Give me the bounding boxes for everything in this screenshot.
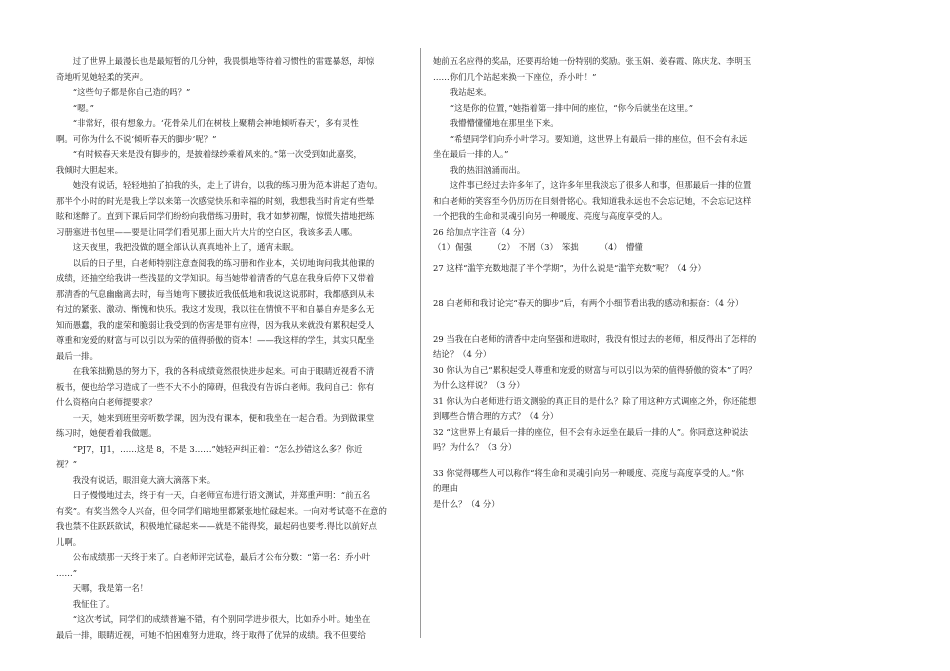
paragraph-line: 最后一排，眼睛近视，可她不怕困难努力进取，终于取得了优异的成绩。我不但要给 xyxy=(56,629,366,640)
paragraph-line: 有奖”。有奖当然令人兴奋，但令同学们暗地里都紧张地忙碌起来。一向对考试毫不在意的 xyxy=(56,505,387,516)
paragraph-line: “嗯。” xyxy=(72,102,94,113)
paragraph-line: 一天，她来到班里旁听数学课，因为没有课本，便和我坐在一起合看。为到做课堂 xyxy=(72,412,375,423)
paragraph-line: ……” xyxy=(56,567,78,578)
paragraph-line: 我站起来。 xyxy=(449,87,492,97)
paragraph-line: 她前五名应得的奖品，还要再给她一份特别的奖励。张玉娟、姜春霞、陈庆龙、李明玉 xyxy=(433,56,752,66)
paragraph-line: 什么资格向白老师提要求？ xyxy=(56,397,157,407)
paragraph-line: 奇地听见她轻柔的笑声。 xyxy=(56,71,149,82)
paragraph-line: 成绩，还抽空给我讲一些浅显的文学知识。每当她带着清香的气息在我身后停下又带着 xyxy=(56,273,375,283)
question-33-cont: 是什么？（4 分） xyxy=(433,498,500,509)
paragraph-line: 过了世界上最漫长也是最短暂的几分钟，我畏惧地等待着习惯性的雷霆暴怒，却惊 xyxy=(72,56,375,66)
question-30: 30 你认为自己“累积起受人尊重和宠爱的财富与可以引以为荣的值得骄傲的资本”了吗？ xyxy=(433,364,757,375)
paragraph-line: “这是你的位置，”她指着第一排中间的座位，“你今后就坐在这里。” xyxy=(449,102,694,113)
paragraph-line: 这件事已经过去许多年了，这许多年里我淡忘了很多人和事，但那最后一排的位置 xyxy=(449,180,752,190)
answer-space xyxy=(433,456,788,466)
left-column xyxy=(56,54,411,643)
paragraph-line: “PJ7，IJ1，……这是 8，不是 3……”她轻声纠正着：“怎么抄错这么多？你近 xyxy=(72,443,363,454)
question-29: 29 当我在白老师的清香中走向坚强和进取时，我没有恨过去的老师，相反得出了怎样的 xyxy=(433,333,757,344)
paragraph-line: 公布成绩那一天终于来了。白老师评完试卷，最后才公布分数：“第一名：乔小叶 xyxy=(72,552,371,562)
paragraph-line: 啊。可你为什么不说‘倾听春天的脚步’呢？” xyxy=(56,133,217,144)
paragraph-line: “非常好，很有想象力。‘花骨朵儿们在树枝上聚精会神地倾听春天’，多有灵性 xyxy=(72,118,359,128)
paragraph-line: 最后一排。 xyxy=(56,350,98,361)
paragraph-line: “这次考试，同学们的成绩普遍不错，有个别同学进步很大，比如乔小叶。她坐在 xyxy=(72,614,371,624)
paragraph-line: 尊重和宠爱的财富与可以引以为荣的值得骄傲的资本！——我这样的学生，其实只配坐 xyxy=(56,335,375,345)
paragraph-line: 这天夜里，我把没做的题全部认认真真地补上了，通宵未眠。 xyxy=(72,242,299,252)
paragraph-line: “这些句子都是你自己造的吗？” xyxy=(72,87,191,97)
question-31-cont: 到哪些合情合理的方式？（4 分） xyxy=(433,411,559,421)
paragraph-line: 那半个小时的时光是我上学以来第一次感觉快乐和幸福的时刻，我想我当时肯定有些晕 xyxy=(56,195,375,206)
paragraph-line: 习册塞进书包里——要是让同学们看见那上面大片大片的空白区，我该多丢人哪。 xyxy=(56,226,358,237)
question-32: 32 “这世界上有最后一排的座位，但不会有永远坐在最后一排的人”。你同意这种说法 xyxy=(433,426,749,437)
paragraph-line: 知而愚蠢，我的虚荣和脆弱让我受到的伤害是罪有应得，因为我从来就没有累积起受人 xyxy=(56,319,375,330)
paragraph-line: 以后的日子里，白老师特别注意查阅我的练习册和作业本，关切地询问我其他课的 xyxy=(72,257,375,268)
paragraph-line: 儿啊。 xyxy=(56,536,82,547)
paragraph-line: 一个把我的生命和灵魂引向另一种暖度、亮度与高度享受的人。 xyxy=(433,211,668,221)
paragraph-line: 和白老师的笑容至今仍历历在目刻骨铭心。我知道我永远也不会忘记她，不会忘记这样 xyxy=(433,195,752,206)
paragraph-line: 我懵懵懂懂地在那里坐下来。 xyxy=(449,118,559,128)
paragraph-line: “希望同学们向乔小叶学习。要知道，这世界上有最后一排的座位，但不会有永远 xyxy=(449,133,748,144)
question-32-cont: 吗？为什么？（3 分） xyxy=(433,442,517,452)
paragraph-line: 我怔住了。 xyxy=(72,598,115,609)
paragraph-line: 板书，便也给学习造成了一些不大不小的障碍，但我没有告诉白老师。我问自己：你有 xyxy=(56,381,375,392)
column-divider xyxy=(420,48,421,638)
question-30-cont: 为什么这样说？（3 分） xyxy=(433,380,525,390)
paragraph-line: 眩和迷醉了。直到下课后同学们纷纷向我借练习册时，我才如梦初醒，惊慌失措地把练 xyxy=(56,211,375,221)
paragraph-line: 天哪，我是第一名！ xyxy=(72,583,149,593)
paragraph-line: 练习时，她便看着我做题。 xyxy=(56,428,157,438)
question-31: 31 你认为白老师进行语文测验的真正目的是什么？除了用这种方式调座之外，你还能想 xyxy=(433,395,757,406)
paragraph-line: 她没有说话，轻轻地拍了拍我的头，走上了讲台，以我的练习册为范本讲起了造句。 xyxy=(72,180,383,190)
paragraph-line: 我的热泪汹涌而出。 xyxy=(449,164,526,175)
question-33: 33 你觉得哪些人可以称作“将生命和灵魂引向另一种暖度、亮度与高度享受的人。”你 xyxy=(433,467,744,478)
paragraph-line: ……你们几个站起来换一下座位，乔小叶！” xyxy=(433,71,597,82)
right-column xyxy=(433,54,788,512)
paragraph-line: 那清香的气息幽幽离去时，每当她弯下腰拔近我低低地和我说这说那时，我都感到从未 xyxy=(56,288,375,299)
paragraph-line: 视？” xyxy=(56,459,78,469)
paragraph-line: 我没有说话，眼泪竟大滴大滴落下来。 xyxy=(72,474,216,485)
paragraph-line: “有时候春天来是没有脚步的，是披着绿纱乘着风来的。”第一次受到如此嘉奖， xyxy=(72,149,362,159)
question-26: 26 给加点字注音（4 分） xyxy=(433,226,530,237)
answer-space xyxy=(433,322,788,332)
paragraph-line: 我也禁不住跃跃欲试，积极地忙碌起来——就是不能得奖，最起码也要考.得比以前好点 xyxy=(56,521,377,531)
answer-space xyxy=(433,312,788,322)
paragraph-line: 在我笨拙勤恳的努力下，我的各科成绩竟然很快进步起来。可由于眼睛近视看不清 xyxy=(72,366,375,376)
paragraph-line: 日子慢慢地过去，终于有一天，白老师宣布进行语文测试，并郑重声明：“前五名 xyxy=(72,490,371,500)
question-28: 28 白老师和我讨论完“春天的脚步”后，有两个小细节看出我的感动和振奋：（4 分） xyxy=(433,298,744,308)
question-27: 27 这样“滥竽充数地混了半个学期”，为什么说是“滥竽充数”呢？（4 分） xyxy=(433,262,706,273)
answer-space xyxy=(433,276,788,286)
paragraph-line: 有过的紧张、激动、惭愧和快乐。我这才发现，我以往在情愤不平和自暴自弃是多么无 xyxy=(56,304,375,314)
question-33-cont: 的理由 xyxy=(433,483,459,493)
answer-space xyxy=(433,286,788,296)
paragraph-line: 我倾时大胆起来。 xyxy=(56,164,123,175)
paragraph-line: 坐在最后一排的人。” xyxy=(433,149,509,159)
question-29-cont: 结论？（4 分） xyxy=(433,349,492,359)
question-26-items: （1）倔强 （2） 不屑（3） 笨拙 （4） 懵懂 xyxy=(433,242,643,252)
